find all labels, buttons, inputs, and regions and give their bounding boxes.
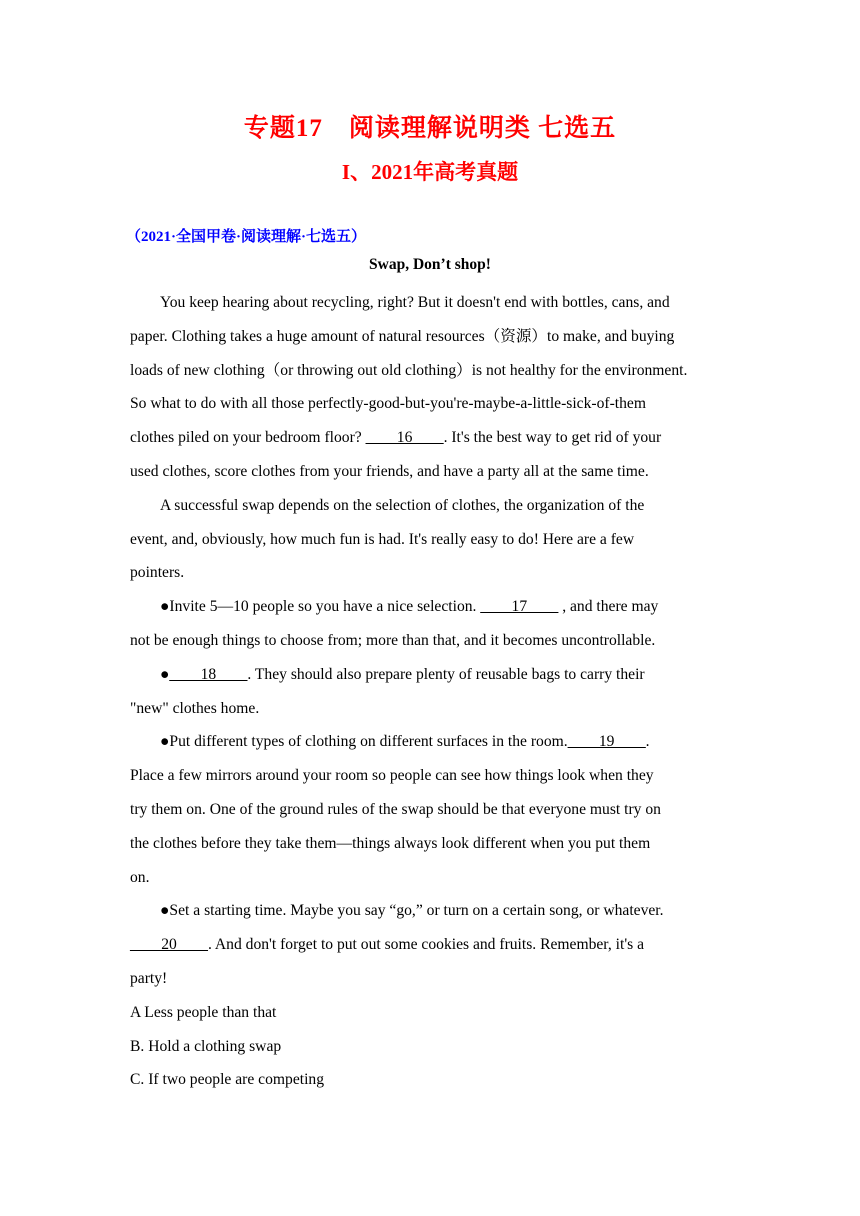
question-source: （2021·全国甲卷·阅读理解·七选五） [126,229,367,245]
blank-20: ____20____ [130,936,208,954]
blank-16: ____16____ [365,429,444,447]
passage-line: try them on. One of the ground rules of the swap should be that everyone must try on [130,800,661,818]
option-a: A Less people than that [130,1003,277,1021]
passage-line: on. [130,868,150,886]
option-c: C. If two people are competing [130,1071,324,1089]
passage-line: party! [130,969,168,987]
passage-line: ●Set a starting time. Maybe you say “go,” or turn on a certain song, or whatever. [160,902,664,920]
passage-line: ●____18____. They should also prepare plenty of reusable bags to carry their [160,665,645,683]
passage-line: not be enough things to choose from; more than that, and it becomes uncontrollable. [130,631,656,649]
passage-line: A successful swap depends on the selection of clothes, the organization of the [160,496,645,514]
passage-line: clothes piled on your bedroom floor? ____16____. It's the best way to get rid of your [130,429,662,447]
passage-title: Swap, Don’t shop! [369,256,491,273]
passage-line: You keep hearing about recycling, right? But it doesn't end with bottles, cans, and [160,294,670,311]
section-subtitle: I、2021年高考真题 [341,160,519,184]
passage-line: "new" clothes home. [130,699,260,717]
passage-line: ____20____. And don't forget to put out some cookies and fruits. Remember, it's a [130,936,645,954]
passage-line: used clothes, score clothes from your friends, and have a party all at the same time. [130,462,649,480]
passage-line: ●Put different types of clothing on different surfaces in the room.____19____. [160,733,650,751]
blank-17: ____17____ [480,598,559,616]
blank-18: ____18____ [169,665,248,683]
passage-line: ●Invite 5—10 people so you have a nice selection. ____17____ , and there may [160,598,659,616]
passage-line: event, and, obviously, how much fun is had. It's really easy to do! Here are a few [130,530,635,548]
passage-line: Place a few mirrors around your room so people can see how things look when they [130,767,654,785]
option-b: B. Hold a clothing swap [130,1037,282,1055]
blank-19: ____19____ [567,733,646,751]
passage-line: paper. Clothing takes a huge amount of natural resources（资源）to make, and buying [130,327,675,345]
passage-line: the clothes before they take them—things always look different when you put them [130,834,651,852]
page-title: 专题17 阅读理解说明类 七选五 [243,115,617,142]
passage-line: pointers. [130,564,185,582]
passage-line: loads of new clothing（or throwing out old clothing）is not healthy for the environment. [130,361,688,379]
passage-line: So what to do with all those perfectly-good-but-you're-maybe-a-little-sick-of-them [130,395,646,413]
passage-body [130,286,740,1097]
